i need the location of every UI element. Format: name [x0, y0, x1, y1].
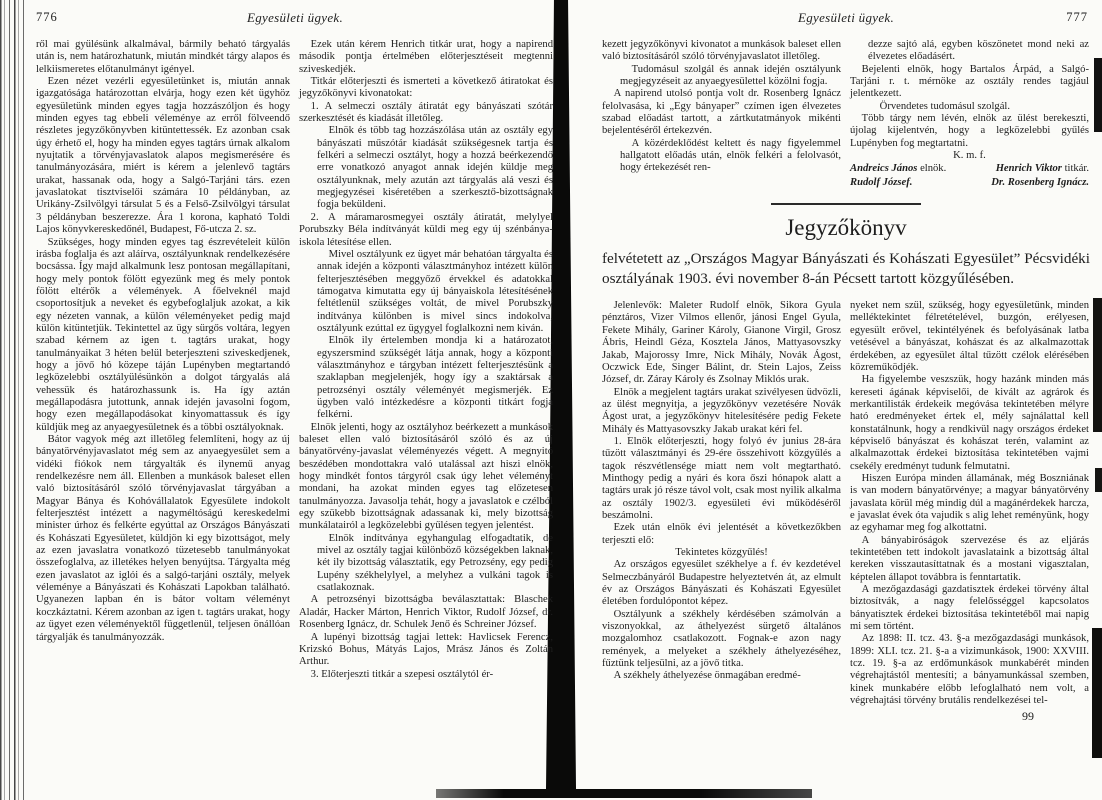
- paragraph: A petrozsényi bizottságba beválasztattak: Blaschek Aladár, Hacker Márton, Henrich Viktor, Rudolf József, dr. Rosenberg Ignácz, dr. Schulek Jenő és Schreiner József.: [299, 594, 553, 631]
- paragraph: Bátor vagyok még azt illetőleg felemlíteni, hogy az új bányatörvényjavaslatot még sem az anyaegyesület sem a vidéki fiókok nem tárgyalták és ilynemű anyag rendelkezésre nem áll. Ellenben a munkások baleset ellen való biztosításáról szóló törvényjavaslat tárgyában a Magyar Bánya és Kohóvállalatok Egyesülete indokolt felterjesztést intézett a nagyméltóságú kereskedelmi minister úrhoz és felkérte egyúttal az Országos Bányászati és Kohászati Egyesületet, küldjön ki egy bizottságot, mely az ezen javaslatra vonatkozó tüzetesebb tanulmányokat összefoglalva, az illetékes helyen benyújtsa. Tárgyalta még ezen javaslatot az iglói és a salgó-tarjáni osztály, melyek véleménye a Bányászati és Kohászati Lapokban található. Ugyanezen lapban én is bátor voltam véleményt koczkáztatni. Kérem azonban az igen t. tagtárs urakat, hogy az ügyet ezen véleményektől függetlenül, teljesen önállóan tárgyalják és tanulmányozzák.: [36, 434, 290, 643]
- paragraph: Elnök jelenti, hogy az osztályhoz beérkezett a munkások baleset ellen való biztosításáról szóló és az új bányatörvény-javaslat véleményezés végett. A megnyitó beszédében mondottakra való utalással azt hiszi elnök, hogy mindkét fontos tárgyról csak úgy lehet véleményt mondani, ha azokat minden egyes tag előzetesen tanulmányozza. Javasolja tehát, hogy a javaslatok e czélból egy szükebb bizottságnak adassanak ki, mely bizottság munkálatairól a legközelebbi gyűlésen tegyen jelentést.: [299, 421, 553, 532]
- paragraph: 3. Előterjeszti titkár a szepesi osztálytól ér-: [310, 668, 494, 680]
- paragraph: 1. A selmeczi osztály átiratát egy bányászati szótár szerkesztését és kiadását illetőleg.: [299, 100, 553, 125]
- running-title: Egyesületi ügyek.: [246, 10, 344, 25]
- address-heading: Tekintetes közgyűlés!: [675, 547, 768, 558]
- footer-page-number: 99: [1022, 709, 1034, 724]
- paragraph: Ezek után kérem Henrich titkár urat, hogy a napirend második pontja értelmében előterjesztéseit megtenni sziveskedjék.: [299, 39, 553, 75]
- paragraph: Elnök a megjelent tagtárs urakat szivélyesen üdvözli, az ülést megnyitja, a jegyzőkönyv vezetésére Novák Ágost urat, a jegyzőkönyv hitelesítésére pedig Fekete Mihály és Mattyasovszky Jakab urakat kéri fel.: [602, 386, 841, 435]
- left-scan-edge: [0, 0, 28, 800]
- text-column: [36, 39, 290, 681]
- paragraph: kezett jegyzőkönyvi kivonatot a munkások baleset ellen való biztosításáról szóló törvényjavaslatot illetőleg.: [602, 39, 841, 63]
- minutes-subtitle: felvétetett az „Országos Magyar Bányászati és Kohászati Egyesület” Pécsvidéki osztályának 1903. évi november 8-án Pécsett tartott közgyűlésében.: [602, 250, 1090, 287]
- paragraph: Örvendetes tudomásul szolgál.: [879, 100, 1011, 112]
- paragraph: Az 1898: II. tcz. 43. §-a mezőgazdasági munkások, 1899: XLI. tcz. 21. §-a a vizimunkások, 1900: XXVIII. tcz. 19. §-a az erdőmunkások munkabérét minden végrehajtástól mentesíti; a bányamunkással szemben, kinek munkabére előbb lefoglalható nem volt, a végrehajtási törvény brutális rendelkezései tel-: [850, 633, 1089, 707]
- scan-artifact: [1093, 298, 1102, 432]
- paragraph: Hiszen Európa minden államának, még Boszniának is van modern bányatörvénye; a magyar bányatörvény javaslata körül még mindig dúl a magánérdekek harcza, e javaslat évek óta vajudik s alig lehet reményünk, hogy az egyhamar meg fog alkottatni.: [850, 472, 1089, 534]
- paragraph: Elnök és több tag hozzászólása után az osztály egy bányászati műszótár kiadását szükségesnek tartja és felkéri a selmeczi osztályt, hogy a hozzá beérkezendő erre vonatkozó anyagot annak idején küldje meg osztályunknak, mely azután azt tárgyalás alá veszi és megjegyzései kiséretében a szerkesztő-bizottságnak fogja beküldeni.: [317, 125, 553, 211]
- paragraph: A lupényi bizottság tagjai lettek: Havlicsek Ferencz, Krizskó Bohus, Mátyás Lajos, Mrász János és Zoltán Arthur.: [299, 631, 553, 668]
- paragraph: Osztályunk a székhely kérdésében számolván a viszonyokkal, az áthelyezést sürgető általános mozgalomhoz csatlakozott. Fognak-e azon nagy remények, a melyeket a székhely áthelyezéséhez, fűztünk teljesülni, az a jövő titka.: [602, 608, 841, 670]
- page-left: [36, 10, 554, 681]
- paragraph: Titkár előterjeszti és ismerteti a következő átiratokat és jegyzőkönyvi kivonatokat:: [299, 76, 553, 100]
- page-number: 776: [36, 10, 58, 24]
- signature-name: Rudolf József.: [850, 176, 913, 188]
- running-title: Egyesületi ügyek.: [797, 10, 895, 25]
- signature-name: Henrich Viktor: [995, 163, 1062, 175]
- paragraph: Az országos egyesület székhelye a f. év kezdetével Selmeczbányáról Budapestre helyeztetvén át, az elmult év az Országos Bányászati és Kohászati Egyesület életében fordulópontot képez.: [602, 559, 841, 608]
- paragraph: nyeket nem szül, szükség, hogy egyesületünk, minden melléktekintet félretételével, buzgón, erélyesen, egyesült erővel, tekintélyének és befolyásának latba vetésével a bányászat, kohászat és az alkalmazottak érdekében, az egyesület által tűzött czélok elérésében közreműködjék.: [850, 300, 1089, 373]
- paragraph: A székhely áthelyezése önmagában eredmé-: [613, 670, 801, 682]
- paragraph: Több tárgy nem lévén, elnök az ülést berekeszti, újolag kijelentvén, hogy a legközelebbi gyűlés Lupényben fog megtartatni.: [850, 113, 1089, 149]
- text-column: [850, 39, 1089, 189]
- page-number: 777: [1066, 10, 1088, 24]
- running-head: [36, 10, 554, 28]
- paragraph: Tudomásul szolgál és annak idején osztályunk megjegyzéseit az anyaegyesülettel közölni fogja.: [620, 63, 841, 88]
- signature-role: titkár.: [1064, 163, 1089, 175]
- text-column: [299, 39, 553, 681]
- signature-name: Andreics János: [850, 163, 918, 175]
- paragraph: Mivel osztályunk ez ügyet már behatóan tárgyalta és annak idején a központi választmányhoz intézett külön felterjesztésében meggyőző érvekkel és adatokkal támogatva kimutatta egy új bányaiskola létesítésének feltétlenül szükséges voltát, de mivel Porubszky indítványa különben is mivel sincs indokolva, osztályunk ezúttal ez ügygyel foglalkozni nem kiván.: [317, 248, 553, 334]
- paragraph: Ezen nézet vezérli egyesületünket is, miután annak igazgatósága határozottan elvárja, hogy ezen két ügyhöz egyesületünk minden egyes tagja hozzászóljon és hogy minden egyes tag ebbeli véleménye az erről fölveendő részletes jegyzőkönyvben kitüntettessék. Ez azonban csak úgy érhető el, hogy ha minden egyes tagtárs úrnak alkalom nyujtatik a törvényjavaslatok alapos megismerésére és tanulmányozására, miért is kérem a jelenlevő tagtárs urakat, hassanak oda, hogy a Salgó-Tarjáni társ. ezen javaslatokat tisztviselői számára 10 példányban, az Urikány-Zsilvölgyi társulat 5 és a Felső-Zsilvölgyi társulat 3 példányban beszerezze. Ára 1 korona, kapható Toldi Lajos könyvkereskedőnél, Budapest, Fő-utcza 2. sz.: [36, 76, 290, 236]
- paragraph: Elnök ily értelemben mondja ki a határozatot, egyszersmind szükségét látja annak, hogy a központi választmányhoz e tárgyban intézett felterjesztésünk a szaklapban megjelenjék, hogy így a szaktársak a petrozsényi osztály véleményét megismerjék. Ez ügyben való intézkedésre a központi titkárt fogja felkérni.: [317, 335, 553, 421]
- paragraph: Jelenlevők: Maleter Rudolf elnök, Sikora Gyula pénztáros, Vizer Vilmos ellenőr, jánosi Engel Gyula, Fekete Mihály, Gariner Károly, Gianone Virgil, Grosz Ábris, Heindl Géza, Kosztela János, Mattyasovszky Jakab, Majorossy Imre, Nick Mihály, Novák Ágost, Oczwick Ede, Singer Bálint, dr. Stein Lajos, Zeiss József, dr. Záray Károly és Zsolnay Miklós urak.: [602, 300, 841, 386]
- signature: [991, 177, 1089, 189]
- signature-block: [850, 177, 1089, 189]
- signature-name: Dr. Rosenberg Ignácz.: [991, 176, 1089, 188]
- paragraph: ről mai gyülésünk alkalmával, bármily beható tárgyalás után is, nem határozhatunk, miután mindkét tárgy alapos és lelkiismeretes előtanulmányt igényel.: [36, 39, 290, 75]
- top-section: [602, 39, 1090, 189]
- paragraph: Ha figyelembe veszszük, hogy hazánk minden más kereseti ágának képviselői, de kivált az agrárok és merkantilisták érdekeik megóvása tekintetében mélyre ható eredményeket értek el, mély sajnálattal kell konstatálnunk, hogy a rendkivül nagy országos érdeket képviselő bányászat és kohászat terén, valamint az alkalmazottak érdekei biztosítása tekintetében vajmi csekély eredményt tudunk felmutatni.: [850, 374, 1089, 472]
- minutes-title: Jegyzőkönyv: [785, 215, 907, 241]
- page-right: [602, 10, 1090, 735]
- scan-artifact: [436, 789, 812, 798]
- paragraph: Elnök indítványa egyhangulag elfogadtatik, de mivel az osztály tagjai különböző községekben laknak, két ily bizottság választatik, egy Petrozsény, egy pedig Lupény székhelylyel, a melyhez a vulkáni tagok is csatlakoznak.: [317, 532, 553, 594]
- paragraph: A napirend utolsó pontja volt dr. Rosenberg Ignácz felolvasása, ki „Egy bányaper” czímen igen élvezetes szabad előadást tartott, a zártkutatmányok mikénti bejelentéséről értekezvén.: [602, 88, 841, 137]
- paragraph: Bejelenti elnök, hogy Bartalos Árpád, a Salgó-Tarjáni r. t. mérnöke az osztály rendes tagjául jelentkezett.: [850, 63, 1089, 100]
- scan-artifact: [1092, 628, 1102, 758]
- paragraph: dezze sajtó alá, egyben köszönetet mond neki az élvezetes előadásért.: [868, 39, 1089, 63]
- closing-formula: K. m. f.: [953, 150, 986, 162]
- signature: [850, 177, 912, 189]
- paragraph: A mezőgazdasági gazdatisztek érdekei törvény által biztosítvák, a nagy felelősséggel kapcsolatos bányatisztek érdekei biztosítása tekintetéből mai napig mi sem történt.: [850, 584, 1089, 633]
- text-column: [850, 300, 1089, 735]
- section-divider: [771, 203, 921, 205]
- scan-artifact: [1094, 58, 1102, 132]
- scan-artifact: [1095, 468, 1102, 492]
- paragraph: 1. Elnök előterjeszti, hogy folyó év junius 28-ára tűzött választmányi és 29-ére összehivott közgyűlés a tagok részvétlensége miatt nem volt megtartható. Minthogy pedig a nyári és kora őszi hónapok alatt a tagtárs urak jó része távol volt, csak most nyilik alkalma az osztály 1902/3. egyesületi évi működéséről beszámolni.: [602, 435, 841, 521]
- signature-role: elnök.: [920, 163, 947, 175]
- paragraph: A közérdeklődést keltett és nagy figyelemmel hallgatott előadás után, elnök felkéri a felolvasót, hogy értekezését ren-: [620, 137, 841, 174]
- paragraph: 2. A máramarosmegyei osztály átiratát, melylyel Porubszky Béla indítványát küldi meg egy új szénbánya-iskola létesítése ellen.: [299, 211, 553, 248]
- signature-block: [850, 163, 1089, 175]
- bottom-section: [602, 300, 1090, 735]
- signature: [850, 163, 946, 175]
- paragraph: Szükséges, hogy minden egyes tag észrevételeit külön irásba foglalja és azt aláírva, osztályunknak rendelkezésére bocsássa. Így majd alkalmunk lesz pontosan megállapítani, hogy mely pontok fölött egyezünk meg és mely pontok fölött eltérők a vélemények. A főelveknél majd csoportosítjuk a neveket és egybefoglaljuk azokat, a kik egy nézeten vannak, a külön véleményeket pedig majd külön kitüntetjük. Tekintettel az ügy sürgős voltára, legyen szabad kérnem az igen t. tagtárs urakat, hogy tanulmányaikat 3 héten belül beterjeszteni sziveskedjenek, hogy a jövő hó közepe táján Lupényben megtartandó legközelebbi osztályülésünkön a dolgot tárgyalás alá vehessük és határozhassunk is. Ha így aztán megállapodásra jutottunk, annak idején javasolni fogom, hogy ezen megállapodásokat kinyomattassuk és így küldjük meg az anyaegyesületnek és a többi osztályoknak.: [36, 236, 290, 433]
- signature: [996, 163, 1089, 175]
- paragraph: Ezek után elnök évi jelentését a következőkben terjeszti elő:: [602, 522, 841, 546]
- paragraph: A bányabiróságok szervezése és az eljárás tekintetében tett indokolt javaslataink a bizottság által kereken visszautasíttatnak és a mostani vigasztalan, képtelen állapot továbbra is fenntartatik.: [850, 534, 1089, 583]
- text-column: [602, 39, 841, 189]
- running-head: [602, 10, 1090, 28]
- text-column: [602, 300, 841, 735]
